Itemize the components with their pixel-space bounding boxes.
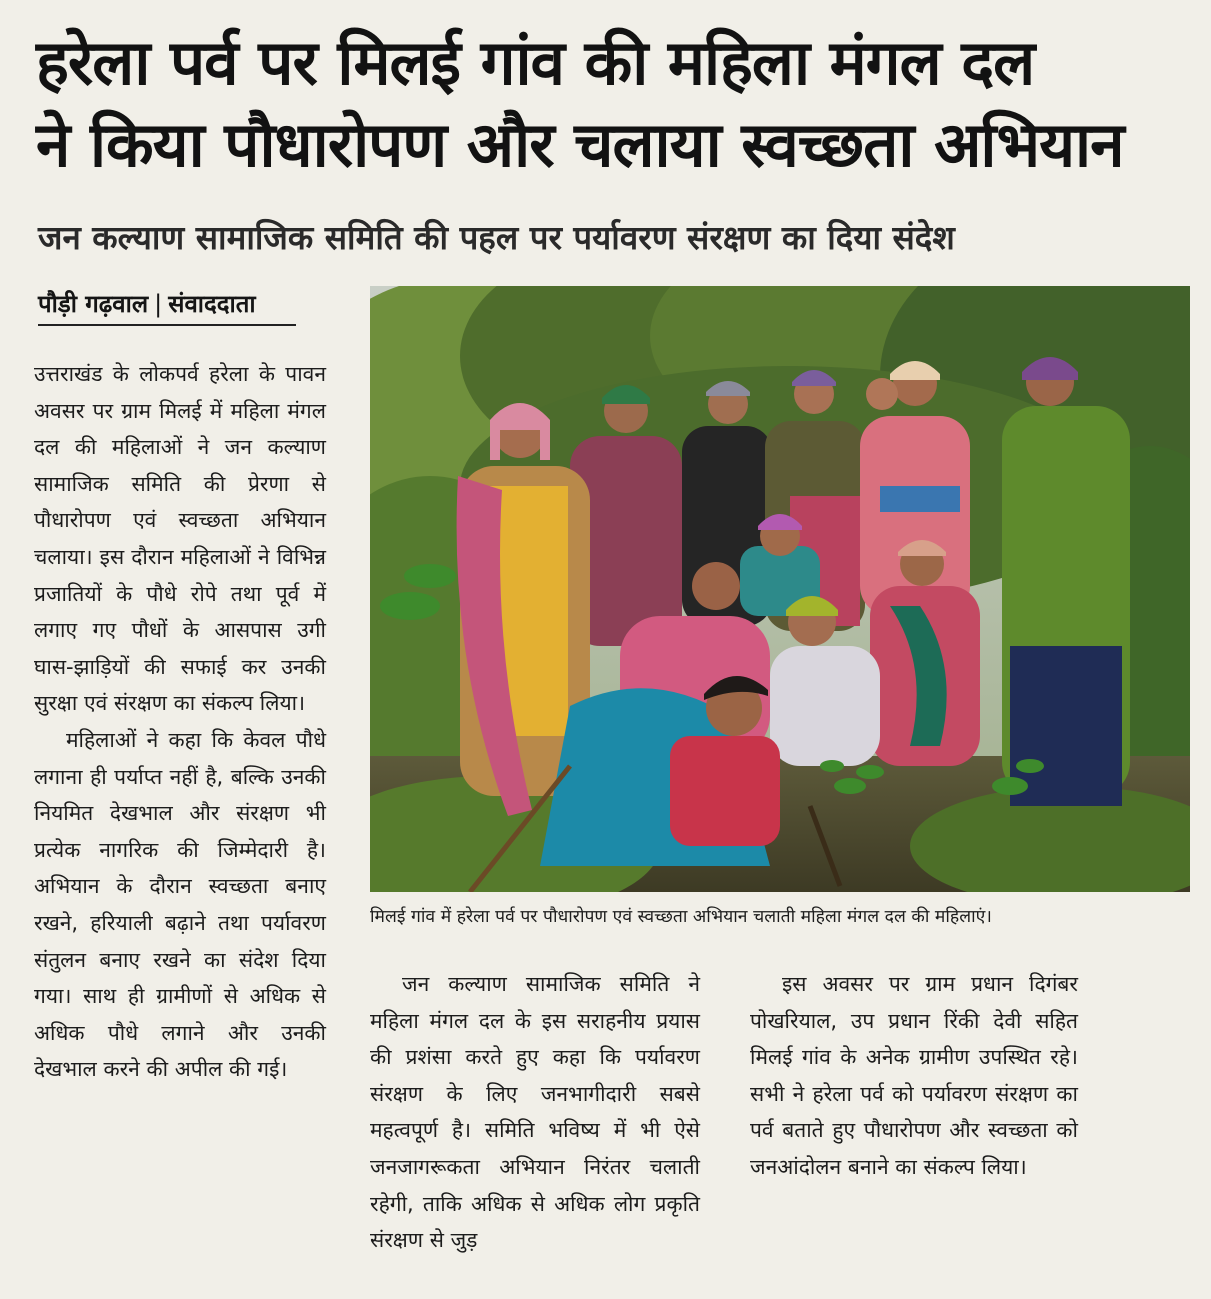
article-column-2: जन कल्याण सामाजिक समिति ने महिला मंगल दल के इस सराहनीय प्रयास की प्रशंसा करते हुए कहा कि पर्यावरण संरक्षण के लिए जनभागीदारी सबसे महत्वपूर्ण है। समिति भविष्य में भी ऐसे जनजागरूकता अभियान निरंतर चलाती रहेगी, ताकि अधिक से अधिक लोग प्रकृति संरक्षण से जुड़ bbox=[370, 972, 700, 1253]
headline-line-1: हरेला पर्व पर मिलई गांव की महिला मंगल दल bbox=[36, 26, 1035, 99]
byline bbox=[38, 286, 296, 326]
article-column-3: इस अवसर पर ग्राम प्रधान दिगंबर पोखरियाल, उप प्रधान रिंकी देवी सहित मिलई गांव के अनेक ग्रामीण उपस्थित रहे। सभी ने हरेला पर्व को पर्यावरण संरक्षण का पर्व बताते हुए पौधारोपण और स्वच्छता को जनआंदोलन बनाने का संकल्प लिया। bbox=[750, 972, 1078, 1179]
news-photo bbox=[370, 286, 1190, 892]
headline bbox=[36, 22, 1186, 186]
article-column-1 bbox=[34, 356, 326, 1088]
photo-caption: मिलई गांव में हरेला पर्व पर पौधारोपण एवं स्वच्छता अभियान चलाती महिला मंगल दल की महिलाएं। bbox=[370, 907, 992, 927]
byline-location: पौड़ी गढ़वाल bbox=[38, 290, 149, 318]
byline-reporter: संवाददाता bbox=[168, 290, 256, 318]
subheadline: जन कल्याण सामाजिक समिति की पहल पर पर्यावरण संरक्षण का दिया संदेश bbox=[38, 218, 955, 257]
article-paragraph: महिलाओं ने कहा कि केवल पौधे लगाना ही पर्याप्त नहीं है, बल्कि उनकी नियमित देखभाल और संरक्षण भी प्रत्येक नागरिक की जिम्मेदारी है। अभियान के दौरान स्वच्छता बनाए रखने, हरियाली बढ़ाने तथा पर्यावरण संतुलन बनाए रखने का संदेश दिया गया। साथ ही ग्रामीणों से अधिक से अधिक पौधे लगाने और उनकी देखभाल करने की अपील की गई। bbox=[34, 727, 326, 1082]
byline-separator: | bbox=[154, 290, 163, 318]
article-paragraph: उत्तराखंड के लोकपर्व हरेला के पावन अवसर पर ग्राम मिलई में महिला मंगल दल की महिलाओं ने जन कल्याण सामाजिक समिति की प्रेरणा से पौधारोपण एवं स्वच्छता अभियान चलाया। इस दौरान महिलाओं ने विभिन्न प्रजातियों के पौधे रोपे तथा पूर्व में लगाए गए पौधों के आसपास उगी घास-झाड़ियों की सफाई कर उनकी सुरक्षा एवं संरक्षण का संकल्प लिया। bbox=[34, 362, 326, 716]
headline-line-2: ने किया पौधारोपण और चलाया स्वच्छता अभियान bbox=[36, 108, 1124, 181]
